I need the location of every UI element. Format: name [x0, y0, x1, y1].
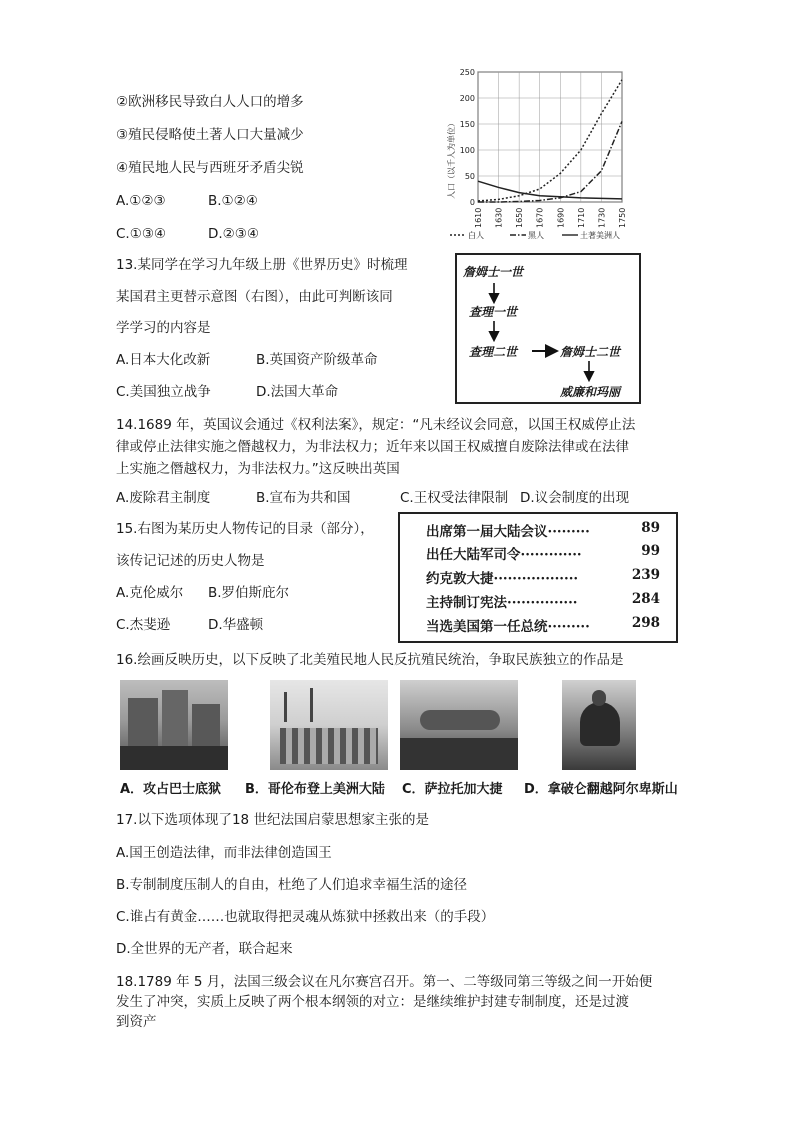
q17-choice-c: C.谁占有黄金……也就取得把灵魂从炼狱中拯救出来（的手段）: [116, 909, 495, 925]
q17-stem: 17.以下选项体现了18 世纪法国启蒙思想家主张的是: [116, 812, 429, 828]
flow-node-charles1: 查理一世: [469, 305, 518, 319]
q15-choice-c: C.杰斐逊: [116, 617, 171, 633]
q17-choice-b: B.专制制度压制人的自由，杜绝了人们追求幸福生活的途径: [116, 877, 468, 893]
flow-node-james2: 詹姆士二世: [560, 345, 621, 359]
q13-choice-d: D.法国大革命: [256, 384, 339, 400]
chart-x-tick-label: 1650: [515, 207, 525, 228]
q15-choice-d: D.华盛顿: [208, 617, 264, 633]
population-chart: [440, 64, 640, 248]
q12-choice-d: D.②③④: [208, 226, 259, 242]
q14-choice-b: B.宣布为共和国: [256, 490, 351, 506]
q18-stem-line2: 发生了冲突，实质上反映了两个根本纲领的对立：是继续维护封建专制制度，还是过渡: [116, 994, 629, 1010]
q12-choice-c: C.①③④: [116, 226, 167, 242]
painting-storming-bastille: [120, 680, 228, 770]
q16-stem: 16.绘画反映历史，以下反映了北美殖民地人民反抗殖民统治，争取民族独立的作品是: [116, 652, 624, 668]
chart-x-tick-label: 1610: [474, 207, 483, 228]
q13-choice-a: A.日本大化改新: [116, 352, 211, 368]
chart-series-line-1: [478, 121, 622, 202]
q14-stem-line3: 上实施之僭越权力，为非法权力。”这反映出英国: [116, 461, 400, 477]
q12-choice-b: B.①②④: [208, 193, 258, 209]
chart-plot-area: [478, 72, 622, 202]
chart-x-tick-label: 1690: [556, 207, 566, 228]
chart-y-tick-label: 50: [464, 172, 475, 181]
caption-b: B．哥伦布登上美洲大陆: [245, 782, 385, 797]
monarch-succession-diagram: [455, 253, 641, 404]
q14-stem-line2: 律或停止法律实施之僭越权力，为非法权力；近年来以国王权威擅自废除法律或在法律: [116, 439, 629, 455]
chart-y-tick-label: 250: [459, 68, 475, 77]
toc-page-3: 239: [631, 567, 660, 583]
toc-page-4: 284: [631, 591, 660, 607]
q12-option-3: ③殖民侵略使土著人口大量减少: [116, 127, 304, 143]
toc-item-4: 主持制订宪法···············: [426, 595, 578, 611]
q14-choice-d: D.议会制度的出现: [520, 490, 630, 506]
chart-legend-label: 土著美洲人: [580, 231, 620, 240]
chart-x-tick-label: 1750: [618, 207, 627, 228]
toc-item-2: 出任大陆军司令·············: [426, 547, 582, 563]
q14-choice-c: C.王权受法律限制: [400, 490, 509, 506]
chart-ylabel: 人口（以千人为单位）: [447, 119, 456, 199]
toc-item-5: 当选美国第一任总统·········: [426, 619, 590, 635]
q14-stem-line1: 14.1689 年，英国议会通过《权利法案》，规定：“凡未经议会同意，以国王权威停止法: [116, 417, 636, 433]
toc-item-1: 出席第一届大陆会议·········: [426, 524, 590, 540]
flow-node-charles2: 查理二世: [469, 345, 518, 359]
toc-page-5: 298: [631, 615, 660, 631]
painting-saratoga-victory: [400, 680, 518, 770]
q15-choice-b: B.罗伯斯庇尔: [208, 585, 290, 601]
chart-x-tick-label: 1710: [576, 207, 586, 228]
chart-x-tick-label: 1670: [535, 207, 545, 228]
toc-page-2: 99: [641, 543, 660, 559]
q12-choice-a: A.①②③: [116, 193, 166, 209]
painting-columbus-landing: [270, 680, 388, 770]
chart-x-tick-label: 1630: [494, 207, 504, 228]
q13-stem-line3: 学学习的内容是: [116, 320, 211, 336]
q17-choice-a: A.国王创造法律，而非法律创造国王: [116, 845, 332, 861]
chart-y-tick-label: 200: [459, 94, 475, 103]
q13-stem-line2: 某国君主更替示意图（右图），由此可判断该同: [116, 289, 393, 305]
q15-stem-line2: 该传记记述的历史人物是: [116, 553, 265, 569]
toc-item-3: 约克敦大捷··················: [426, 571, 579, 587]
q17-choice-d: D.全世界的无产者，联合起来: [116, 941, 293, 957]
caption-a: A．攻占巴士底狱: [120, 782, 222, 797]
chart-y-tick-label: 0: [469, 198, 475, 207]
chart-y-tick-label: 150: [459, 120, 475, 129]
caption-d: D．拿破仑翻越阿尔卑斯山: [524, 782, 678, 797]
q13-choice-c: C.美国独立战争: [116, 384, 211, 400]
caption-c: C．萨拉托加大捷: [402, 782, 503, 797]
q18-stem-line3: 到资产: [116, 1014, 157, 1030]
chart-y-tick-label: 100: [459, 146, 475, 155]
q18-stem-line1: 18.1789 年 5 月，法国三级会议在凡尔赛宫召开。第一、二等级同第三等级之间一开始便: [116, 974, 653, 990]
chart-x-tick-label: 1730: [597, 207, 607, 228]
painting-napoleon-crossing-alps: [562, 680, 636, 770]
chart-series-line-2: [478, 181, 622, 199]
q13-stem-line1: 13.某同学在学习九年级上册《世界历史》时梳理: [116, 257, 408, 273]
q15-choice-a: A.克伦威尔: [116, 585, 184, 601]
chart-legend-label: 黑人: [528, 231, 544, 240]
q15-stem-line1: 15.右图为某历史人物传记的目录（部分），: [116, 521, 374, 537]
q14-choice-a: A.废除君主制度: [116, 490, 211, 506]
chart-legend-label: 白人: [468, 231, 484, 240]
q13-choice-b: B.英国资产阶级革命: [256, 352, 378, 368]
flow-node-james1: 詹姆士一世: [463, 265, 524, 279]
biography-toc: [398, 512, 678, 643]
toc-page-1: 89: [641, 520, 660, 536]
q12-option-2: ②欧洲移民导致白人人口的增多: [116, 94, 304, 110]
q12-option-4: ④殖民地人民与西班牙矛盾尖锐: [116, 160, 304, 176]
flow-node-william-mary: 威廉和玛丽: [560, 385, 621, 399]
